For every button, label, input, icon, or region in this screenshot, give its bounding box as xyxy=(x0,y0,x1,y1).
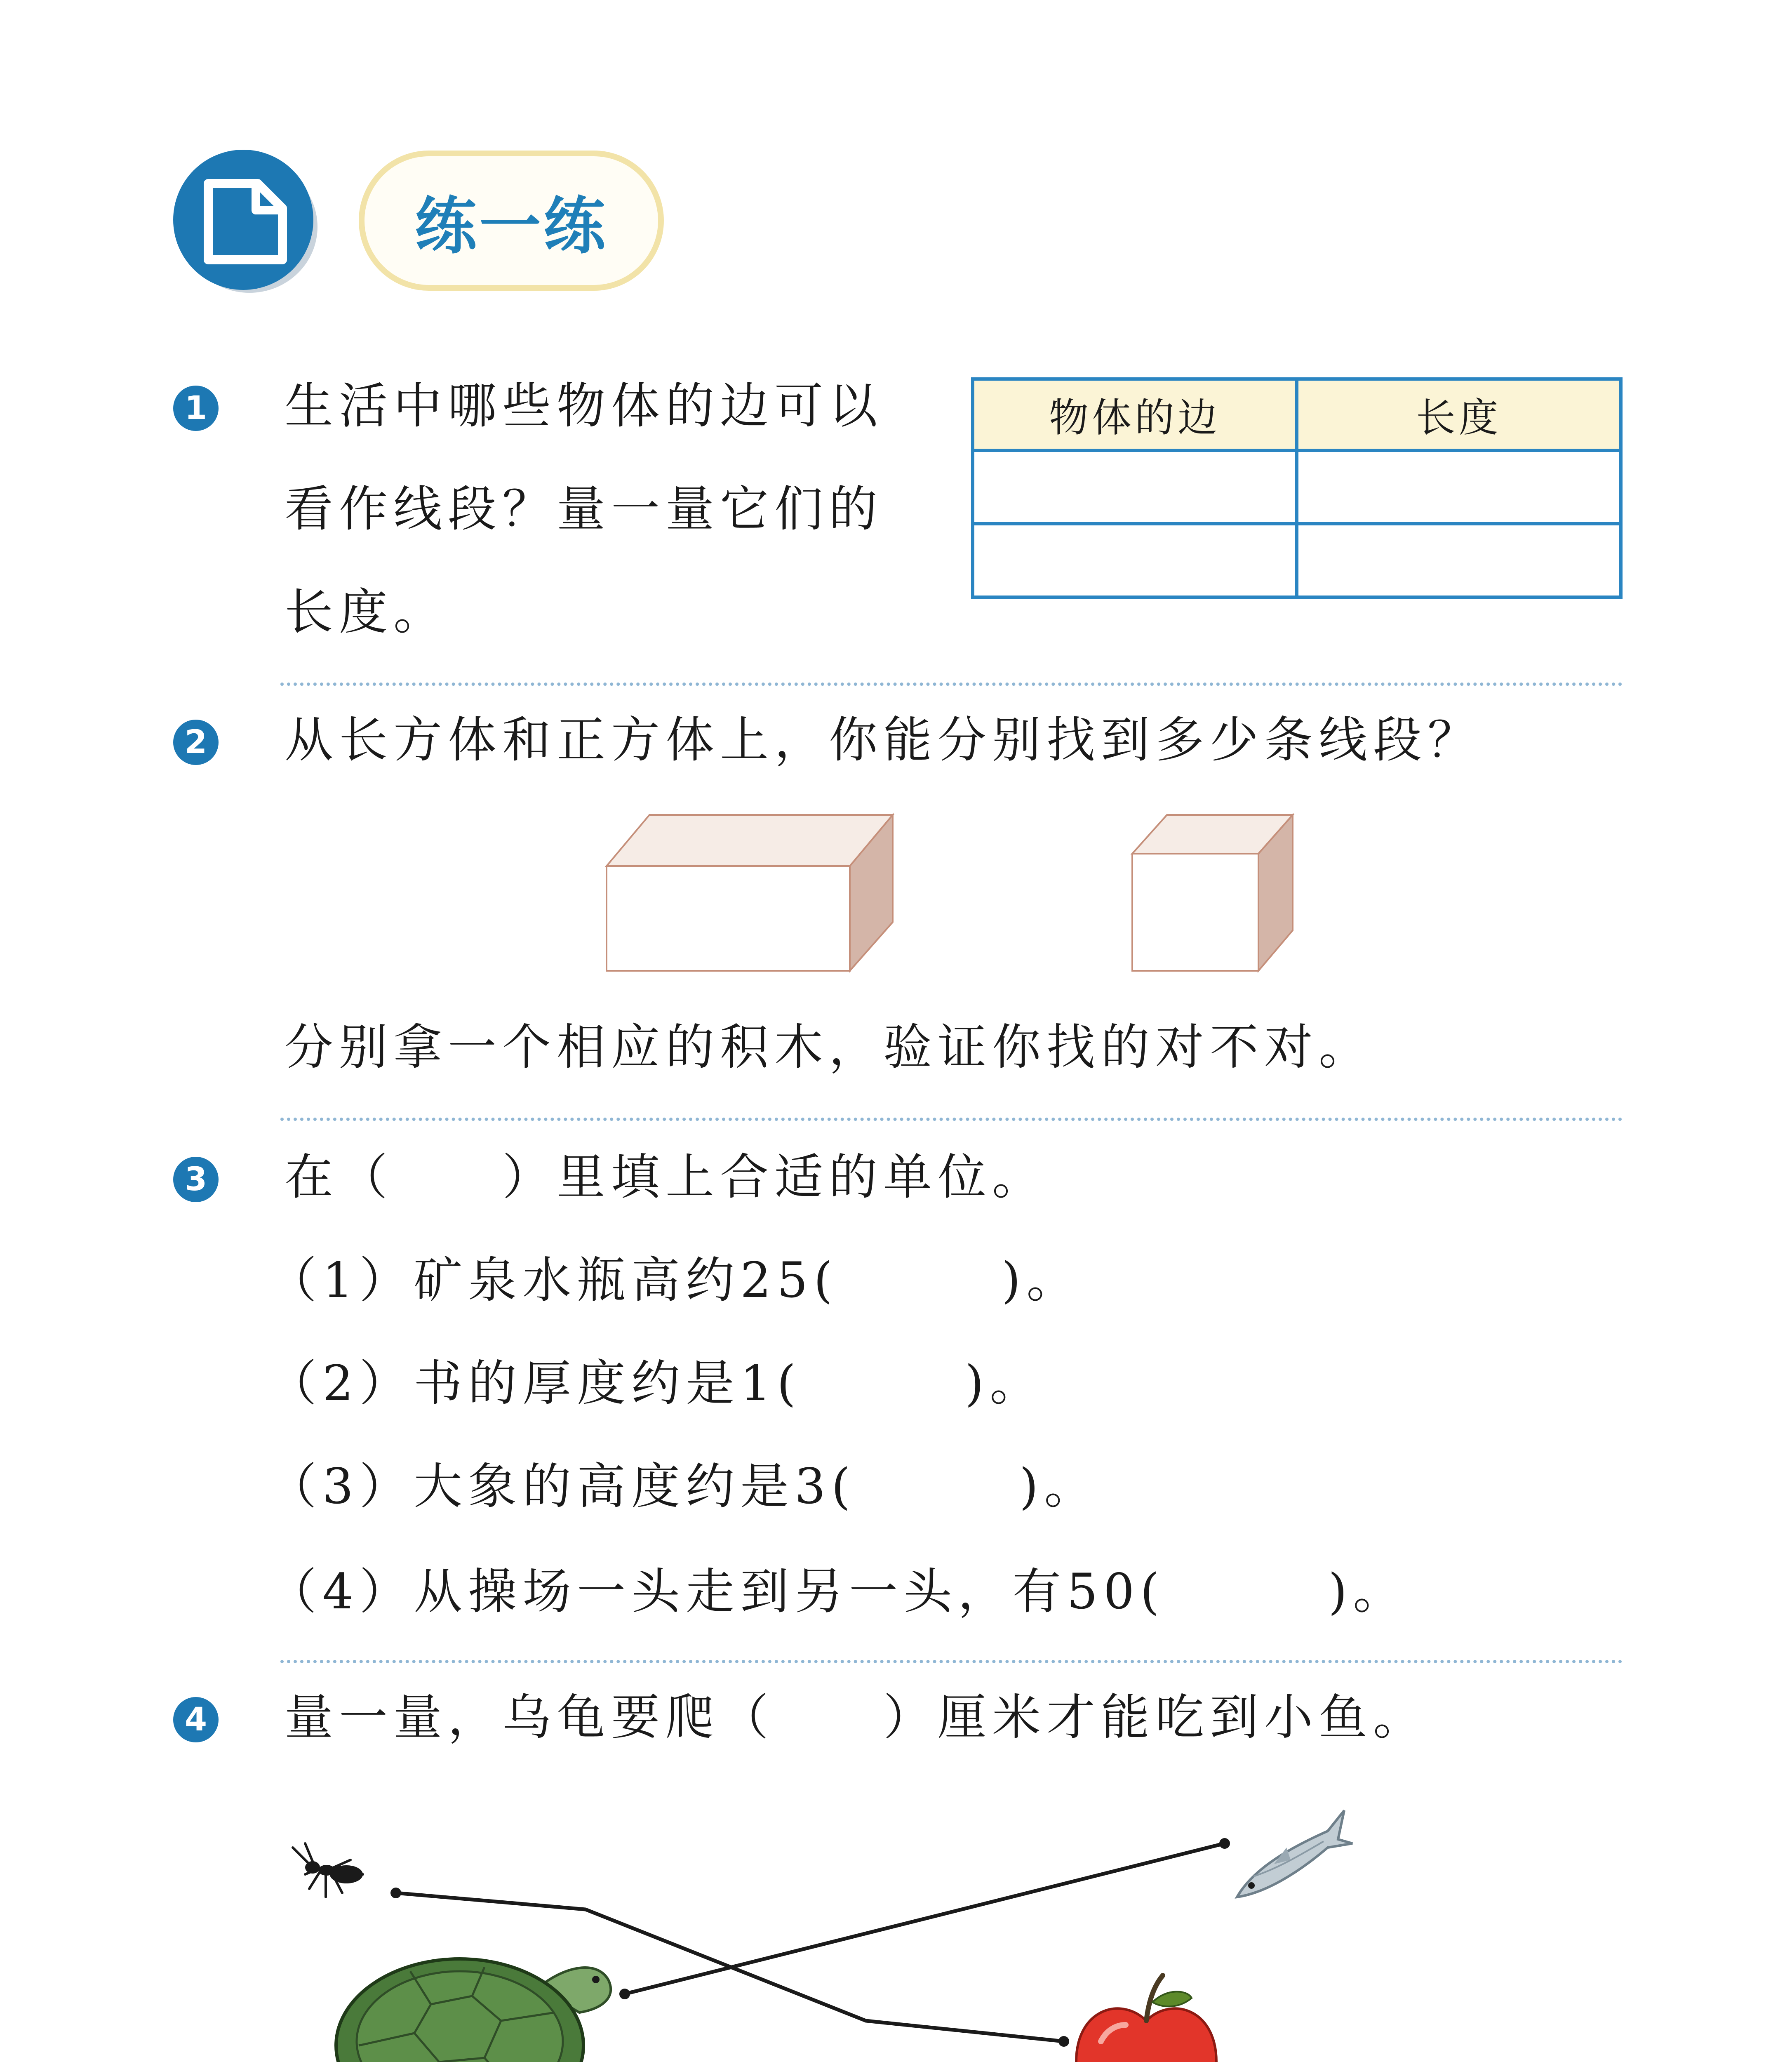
turtle-icon xyxy=(307,1922,645,2062)
problem3-item: （3）大象的高度约是3( )。 xyxy=(268,1458,1099,1515)
ant-icon xyxy=(280,1835,379,1914)
problem2-question: 从长方体和正方体上，你能分别找到多少条线段？ xyxy=(285,711,1482,768)
table-cell[interactable] xyxy=(973,524,1297,597)
measurement-table xyxy=(971,377,1623,599)
document-icon xyxy=(171,146,320,295)
fish-icon xyxy=(1229,1794,1357,1909)
problem1-text-line: 看作线段？量一量它们的 xyxy=(285,480,884,537)
divider xyxy=(280,1118,1623,1121)
table-header: 长度 xyxy=(1297,379,1621,450)
apple-icon xyxy=(1068,1971,1225,2062)
table-header: 物体的边 xyxy=(973,379,1297,450)
table-row xyxy=(973,450,1621,524)
divider xyxy=(280,683,1623,686)
table-cell[interactable] xyxy=(973,450,1297,524)
problem2-followup: 分别拿一个相应的积木，验证你找的对不对。 xyxy=(285,1019,1373,1076)
problem3-item: （4）从操场一头走到另一头，有50( )。 xyxy=(268,1563,1408,1620)
section-title-pill xyxy=(359,151,664,291)
problem3-item: （2）书的厚度约是1( )。 xyxy=(268,1355,1044,1412)
table-row xyxy=(973,524,1621,597)
problem-number-badge: 1 xyxy=(173,386,219,431)
problem-number-badge: 3 xyxy=(173,1157,219,1202)
problem3-question: 在（ ）里填上合适的单位。 xyxy=(285,1149,1047,1205)
problem1-text-line: 长度。 xyxy=(285,584,448,640)
problem3-item: （1）矿泉水瓶高约25( )。 xyxy=(268,1252,1081,1309)
problem1-text-line: 生活中哪些物体的边可以 xyxy=(285,377,884,434)
problem4-question: 量一量，乌龟要爬（ ）厘米才能吃到小鱼。 xyxy=(285,1689,1428,1746)
cube-illustration xyxy=(1130,812,1295,973)
table-cell[interactable] xyxy=(1297,450,1621,524)
problem-number-badge: 4 xyxy=(173,1697,219,1742)
problem-number-badge: 2 xyxy=(173,720,219,765)
divider xyxy=(280,1660,1623,1663)
section-title: 练一练 xyxy=(414,190,608,262)
cuboid-illustration xyxy=(604,812,897,973)
table-cell[interactable] xyxy=(1297,524,1621,597)
